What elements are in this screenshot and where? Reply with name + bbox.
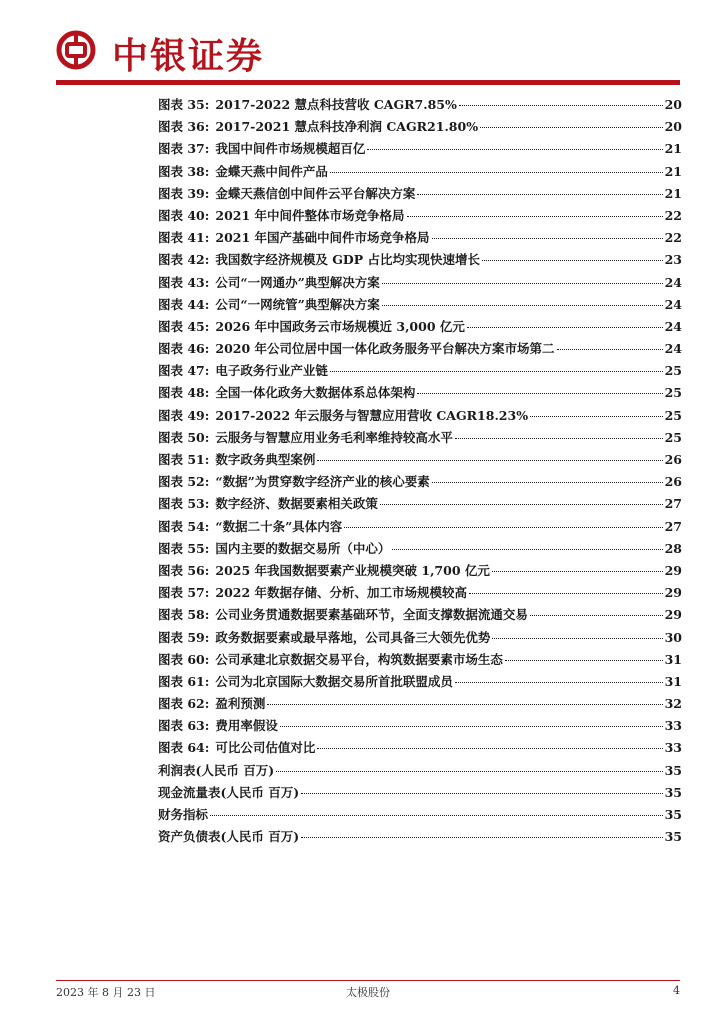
toc-leader-dots (382, 283, 663, 284)
toc-entry-number: 图表 59: (158, 629, 210, 645)
toc-entry-title: 金蝶天燕信创中间件云平台解决方案 (215, 185, 416, 201)
toc-entry[interactable] (158, 671, 682, 693)
toc-entry[interactable] (158, 493, 682, 515)
toc-leader-dots (432, 482, 663, 483)
toc-entry[interactable] (158, 760, 682, 782)
toc-leader-dots (301, 793, 662, 794)
toc-entry-title: 数字经济、数据要素相关政策 (215, 496, 378, 512)
toc-entry-title: 公司承建北京数据交易平台，构筑数据要素市场生态 (215, 651, 503, 667)
toc-entry[interactable] (158, 360, 682, 382)
toc-entry-number: 图表 57: (158, 585, 210, 601)
toc-entry-number: 图表 62: (158, 696, 210, 712)
toc-entry-number: 图表 48: (158, 385, 210, 401)
toc-leader-dots (530, 615, 663, 616)
toc-entry[interactable] (158, 161, 682, 183)
toc-entry-page: 29 (664, 562, 682, 578)
toc-entry[interactable] (158, 338, 682, 360)
toc-entry[interactable] (158, 627, 682, 649)
toc-entry-title: 数字政务典型案例 (215, 452, 316, 467)
toc-entry[interactable] (158, 826, 682, 848)
toc-entry-title: 费用率假设 (215, 718, 278, 734)
toc-entry-title: “数据二十条”具体内容 (215, 518, 343, 534)
toc-entry-title: 2017-2021 慧点科技净利润 CAGR21.80% (215, 119, 479, 135)
toc-entry-page: 20 (664, 119, 682, 135)
toc-leader-dots (267, 704, 662, 705)
toc-entry[interactable] (158, 138, 682, 160)
toc-entry-title: 2020 年公司位居中国一体化政务服务平台解决方案市场第二 (215, 341, 555, 357)
toc-entry-number: 图表 53: (158, 496, 210, 512)
toc-entry-page: 29 (664, 585, 682, 601)
toc-leader-dots (417, 194, 662, 195)
toc-entry-page: 32 (664, 696, 682, 712)
toc-entry-number: 图表 36: (158, 119, 210, 135)
toc-entry-title: 2022 年数据存储、分析、加工市场规模较高 (215, 585, 468, 601)
toc-entry-number: 图表 37: (158, 141, 210, 157)
toc-leader-dots (505, 660, 663, 661)
toc-entry-page: 24 (664, 274, 682, 290)
toc-leader-dots (367, 149, 662, 150)
toc-entry[interactable] (158, 582, 682, 604)
toc-entry-page: 25 (664, 407, 682, 423)
toc-entry[interactable] (158, 538, 682, 560)
toc-entry-number: 图表 38: (158, 163, 210, 179)
toc-entry-title: 云服务与智慧应用业务毛利率维持较高水平 (215, 429, 453, 445)
toc-entry-title: 2021 年中间件整体市场竞争格局 (215, 207, 405, 223)
toc-entry[interactable] (158, 737, 682, 759)
toc-entry[interactable] (158, 471, 682, 493)
toc-entry-page: 35 (664, 784, 682, 800)
toc-entry-page: 23 (664, 252, 682, 268)
toc-leader-dots (455, 438, 663, 439)
toc-entry-page: 30 (664, 629, 682, 645)
toc-entry-page: 25 (664, 385, 682, 401)
toc-entry-page: 21 (664, 141, 682, 157)
toc-leader-dots (492, 638, 662, 639)
toc-entry-title: 现金流量表(人民币 百万) (158, 784, 300, 800)
toc-entry-page: 33 (664, 718, 682, 734)
toc-entry[interactable] (158, 94, 682, 116)
toc-leader-dots (530, 416, 663, 417)
header-rule (56, 80, 680, 85)
toc-entry-number: 图表 55: (158, 540, 210, 556)
toc-leader-dots (557, 349, 663, 350)
toc-entry-title: 2017-2022 慧点科技营收 CAGR7.85% (215, 97, 457, 112)
bank-of-china-logo-icon (56, 30, 96, 70)
toc-entry-page: 27 (664, 496, 682, 512)
toc-entry-title: “数据”为贯穿数字经济产业的核心要素 (215, 474, 430, 490)
page-number: 4 (673, 984, 680, 997)
toc-leader-dots (382, 305, 663, 306)
toc-entry[interactable] (158, 804, 682, 826)
toc-entry-title: 2017-2022 年云服务与智慧应用营收 CAGR18.23% (215, 407, 529, 423)
toc-entry-page: 35 (664, 829, 682, 845)
toc-entry-page: 31 (664, 673, 682, 689)
toc-entry-number: 图表 64: (158, 740, 210, 756)
toc-leader-dots (330, 172, 663, 173)
toc-entry-number: 图表 63: (158, 718, 210, 734)
toc-entry-page: 33 (664, 740, 682, 756)
toc-entry-title: 2026 年中国政务云市场规模近 3,000 亿元 (215, 318, 465, 334)
toc-entry-number: 图表 42: (158, 252, 210, 268)
toc-entry-title: 我国数字经济规模及 GDP 占比均实现快速增长 (215, 252, 480, 268)
toc-entry-page: 27 (664, 518, 682, 534)
toc-entry-number: 图表 49: (158, 407, 210, 423)
toc-leader-dots (469, 593, 663, 594)
toc-entry[interactable] (158, 382, 682, 404)
toc-entry[interactable] (158, 693, 682, 715)
toc-entry-page: 24 (664, 296, 682, 312)
toc-entry-number: 图表 41: (158, 230, 210, 246)
toc-leader-dots (482, 260, 663, 261)
toc-entry-page: 25 (664, 429, 682, 445)
toc-entry-page: 31 (664, 651, 682, 667)
toc-entry-page: 26 (664, 452, 682, 467)
toc-entry-page: 22 (664, 207, 682, 223)
toc-entry-title: 公司业务贯通数据要素基础环节，全面支撑数据流通交易 (215, 607, 528, 623)
toc-entry-number: 图表 43: (158, 274, 210, 290)
toc-entry-number: 图表 58: (158, 607, 210, 623)
toc-entry-page: 24 (664, 318, 682, 334)
toc-entry-page: 35 (664, 807, 682, 822)
toc-entry-number: 图表 44: (158, 296, 210, 312)
toc-entry-title: 全国一体化政务大数据体系总体架构 (215, 385, 416, 401)
toc-leader-dots (344, 527, 662, 528)
toc-entry-title: 公司“一网统管”典型解决方案 (215, 296, 380, 312)
toc-entry-title: 国内主要的数据交易所（中心） (215, 540, 391, 556)
toc-entry-title: 利润表(人民币 百万) (158, 762, 275, 778)
toc-entry-title: 2025 年我国数据要素产业规模突破 1,700 亿元 (215, 562, 490, 578)
table-of-figures (158, 94, 682, 848)
toc-leader-dots (330, 371, 663, 372)
toc-leader-dots (280, 726, 663, 727)
toc-entry[interactable] (158, 560, 682, 582)
toc-entry[interactable] (158, 116, 682, 138)
toc-entry-page: 21 (664, 185, 682, 201)
toc-leader-dots (480, 127, 663, 128)
report-date: 2023 年 8 月 23 日 (56, 986, 156, 999)
toc-entry-title: 公司为北京国际大数据交易所首批联盟成员 (215, 673, 453, 689)
toc-entry-title: 可比公司估值对比 (215, 740, 316, 756)
toc-entry[interactable] (158, 294, 682, 316)
company-name: 太极股份 (346, 986, 390, 999)
toc-entry-page: 21 (664, 163, 682, 179)
toc-entry-page: 26 (664, 474, 682, 490)
toc-entry-page: 25 (664, 363, 682, 379)
toc-entry[interactable] (158, 782, 682, 804)
toc-leader-dots (492, 571, 663, 572)
toc-leader-dots (301, 837, 662, 838)
toc-entry-title: 公司“一网通办”典型解决方案 (215, 274, 380, 290)
toc-leader-dots (210, 815, 663, 816)
toc-entry[interactable] (158, 249, 682, 271)
toc-entry-number: 图表 50: (158, 429, 210, 445)
toc-entry-number: 图表 40: (158, 207, 210, 223)
toc-entry-page: 29 (664, 607, 682, 623)
toc-entry-page: 20 (664, 97, 682, 112)
toc-entry-number: 图表 35: (158, 97, 210, 112)
toc-entry[interactable] (158, 227, 682, 249)
footer-rule (56, 980, 680, 981)
toc-entry-page: 22 (664, 230, 682, 246)
toc-entry-number: 图表 39: (158, 185, 210, 201)
toc-leader-dots (455, 682, 663, 683)
toc-entry-number: 图表 56: (158, 562, 210, 578)
toc-entry-number: 图表 47: (158, 363, 210, 379)
toc-leader-dots (276, 771, 662, 772)
toc-entry-page: 24 (664, 341, 682, 357)
toc-leader-dots (459, 105, 663, 106)
toc-leader-dots (432, 238, 663, 239)
toc-entry-number: 图表 46: (158, 341, 210, 357)
toc-leader-dots (317, 748, 662, 749)
toc-entry-title: 我国中间件市场规模超百亿 (215, 141, 366, 157)
toc-entry[interactable] (158, 715, 682, 737)
toc-entry-number: 图表 61: (158, 673, 210, 689)
brand-name: 中银证券 (112, 36, 265, 77)
toc-entry[interactable] (158, 205, 682, 227)
toc-leader-dots (407, 216, 663, 217)
toc-leader-dots (467, 327, 663, 328)
toc-entry[interactable] (158, 183, 682, 205)
toc-entry[interactable] (158, 649, 682, 671)
toc-entry-title: 财务指标 (158, 807, 209, 822)
toc-entry-number: 图表 60: (158, 651, 210, 667)
toc-entry-number: 图表 54: (158, 518, 210, 534)
toc-leader-dots (380, 504, 663, 505)
toc-entry-title: 政务数据要素或最早落地，公司具备三大领先优势 (215, 629, 491, 645)
toc-entry[interactable] (158, 604, 682, 626)
toc-entry-number: 图表 45: (158, 318, 210, 334)
toc-entry[interactable] (158, 272, 682, 294)
toc-leader-dots (392, 549, 662, 550)
toc-entry-title: 金蝶天燕中间件产品 (215, 163, 328, 179)
toc-entry-number: 图表 52: (158, 474, 210, 490)
toc-leader-dots (417, 393, 662, 394)
toc-entry[interactable] (158, 405, 682, 427)
toc-entry[interactable] (158, 516, 682, 538)
toc-entry[interactable] (158, 427, 682, 449)
toc-entry[interactable] (158, 449, 682, 471)
toc-entry-title: 2021 年国产基础中间件市场竞争格局 (215, 230, 430, 246)
toc-entry-number: 图表 51: (158, 452, 210, 467)
toc-entry-page: 35 (664, 762, 682, 778)
toc-leader-dots (317, 460, 662, 461)
toc-entry-title: 盈利预测 (215, 696, 266, 712)
toc-entry-page: 28 (664, 540, 682, 556)
toc-entry[interactable] (158, 316, 682, 338)
toc-entry-title: 电子政务行业产业链 (215, 363, 328, 379)
toc-entry-title: 资产负债表(人民币 百万) (158, 829, 300, 845)
